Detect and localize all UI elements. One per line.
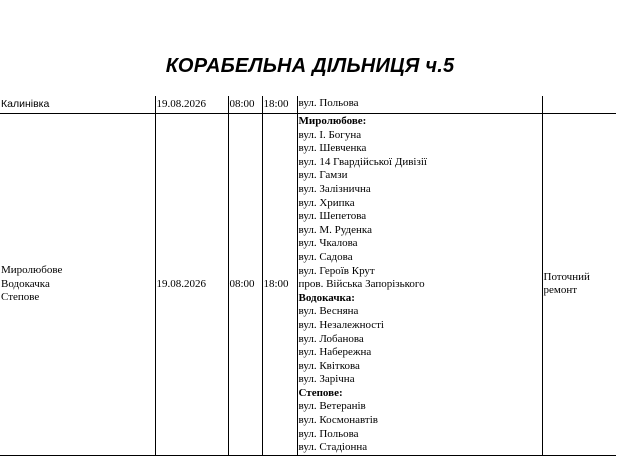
start-time-cell: 08:00: [228, 114, 262, 456]
street-name: вул. Залізнична: [298, 182, 371, 195]
street-name: вул. І. Богуна: [298, 128, 362, 141]
street-name: вул. Хрипка: [298, 196, 355, 209]
street-name: вул. Гамзи: [298, 169, 348, 182]
locality-name: Миролюбове: [1, 264, 63, 277]
street-name: вул. Шевченка: [298, 142, 367, 155]
street-name: вул. Набережна: [298, 346, 372, 359]
note-cell: [542, 114, 616, 456]
street-name: вул. Лобанова: [298, 332, 364, 345]
street-group-heading: Миролюбове:: [298, 115, 367, 127]
locality-name: Калинівка: [1, 97, 50, 110]
street-name: вул. Стадіонна: [298, 441, 368, 454]
street-name: вул. Героїв Крут: [298, 264, 375, 277]
streets-cell: [297, 96, 542, 114]
table-row: [0, 96, 616, 114]
street-name: вул. Польова: [298, 427, 359, 440]
note-text: Поточний: [543, 270, 590, 283]
streets-cell: [297, 114, 542, 456]
street-name: вул. Польова: [298, 97, 359, 109]
locality-name: Степове: [1, 291, 40, 304]
street-name: вул. Космонавтів: [298, 414, 378, 427]
street-name: вул. М. Руденка: [298, 223, 372, 236]
street-name: вул. Чкалова: [298, 237, 358, 250]
end-time-cell: 18:00: [262, 96, 297, 114]
date-cell: 19.08.2026: [155, 96, 228, 114]
end-time-cell: 18:00: [262, 114, 297, 456]
schedule-table-body: [0, 96, 616, 455]
start-time-cell: 08:00: [228, 96, 262, 114]
street-name: вул. Ветеранів: [298, 400, 366, 413]
street-name: вул. Незалежності: [298, 318, 384, 331]
note-text: ремонт: [543, 284, 578, 297]
date-cell: 19.08.2026: [155, 114, 228, 456]
street-name: вул. Весняна: [298, 305, 359, 318]
locality-name: Водокачка: [1, 277, 50, 290]
street-name: вул. Садова: [298, 250, 353, 263]
street-name: пров. Війська Запорізького: [298, 278, 425, 291]
note-cell: [542, 96, 616, 114]
street-name: вул. Квіткова: [298, 359, 360, 372]
schedule-table: [0, 96, 616, 456]
page-title: КОРАБЕЛЬНА ДІЛЬНИЦЯ ч.5: [165, 55, 455, 77]
locality-cell: [0, 114, 155, 456]
table-row: [0, 114, 616, 456]
locality-cell: [0, 96, 155, 114]
street-group-heading: Водокачка:: [298, 291, 355, 304]
street-name: вул. 14 Гвардійської Дивізії: [298, 155, 427, 168]
street-name: вул. Шепетова: [298, 210, 367, 223]
street-group-heading: Степове:: [298, 386, 343, 399]
street-name: вул. Зарічна: [298, 373, 355, 386]
